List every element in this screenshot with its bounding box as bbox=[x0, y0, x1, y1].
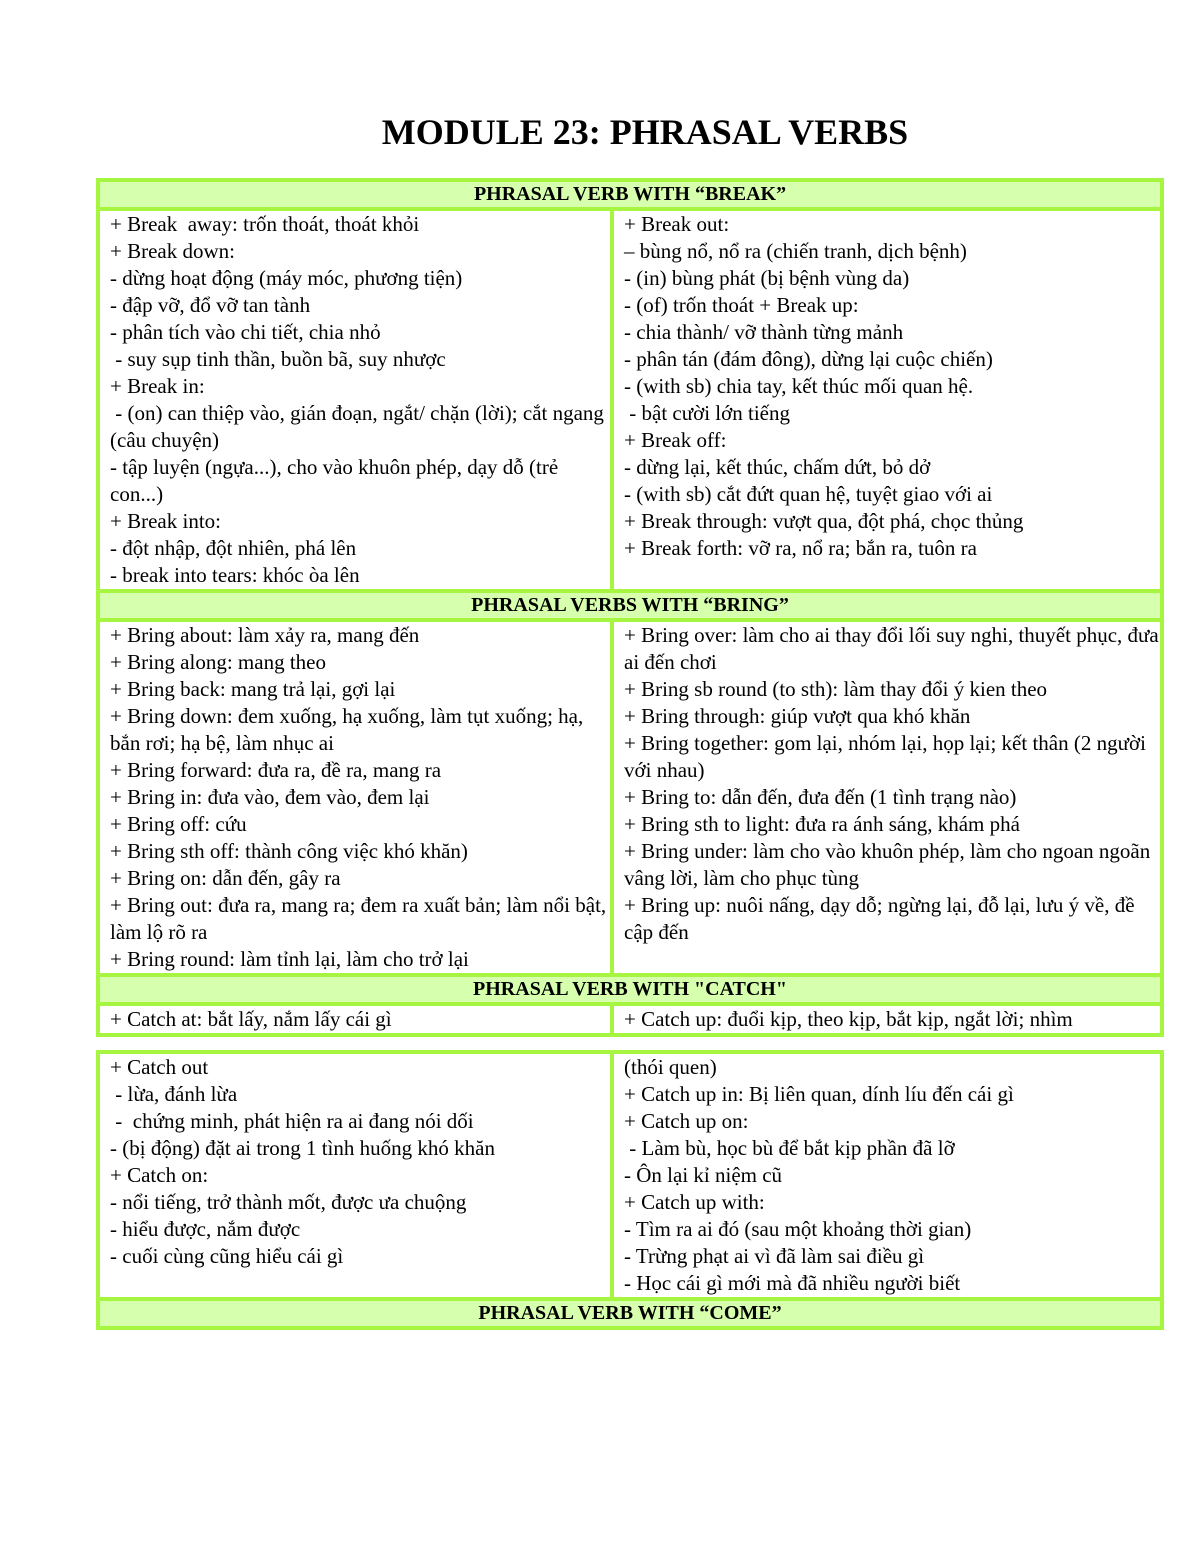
break-right-cell bbox=[612, 209, 1162, 591]
entry-line: - đập vỡ, đổ vỡ tan tành bbox=[110, 293, 311, 317]
entry-line: - dừng hoạt động (máy móc, phương tiện) bbox=[110, 266, 463, 290]
entry-line: + Break into: bbox=[110, 509, 221, 533]
entry-line: + Bring sb round (to sth): làm thay đổi ý kien theo bbox=[624, 677, 1048, 701]
entry-line: + Break down: bbox=[110, 239, 235, 263]
section-header-bring: PHRASAL VERBS WITH “BRING” bbox=[98, 591, 1162, 620]
entry-line: - lừa, đánh lừa bbox=[110, 1082, 238, 1106]
entry-line: - chia thành/ vỡ thành từng mảnh bbox=[624, 320, 904, 344]
entry-line: + Bring in: đưa vào, đem vào, đem lại bbox=[110, 785, 430, 809]
catch-cont-right-cell bbox=[612, 1052, 1162, 1299]
entry-line: - chứng minh, phát hiện ra ai đang nói dối bbox=[110, 1109, 474, 1133]
entry-line: - (in) bùng phát (bị bệnh vùng da) bbox=[624, 266, 910, 290]
entry-line: + Bring round: làm tỉnh lại, làm cho trở lại bbox=[110, 947, 469, 971]
entry-line: - (on) can thiệp vào, gián đoạn, ngắt/ chặn (lời); cắt ngang (câu chuyện) bbox=[110, 401, 610, 452]
entry-line: + Break in: bbox=[110, 374, 205, 398]
entry-line: + Catch up: đuổi kịp, theo kịp, bắt kịp, ngắt lời; nhìm bbox=[624, 1007, 1073, 1031]
section-header-row bbox=[98, 591, 1162, 620]
entry-line: - (with sb) cắt đứt quan hệ, tuyệt giao với ai bbox=[624, 482, 993, 506]
catch-left-cell bbox=[98, 1004, 612, 1035]
entry-line: - (with sb) chia tay, kết thúc mối quan hệ. bbox=[624, 374, 974, 398]
entry-line: - hiểu được, nắm được bbox=[110, 1217, 301, 1241]
catch-cont-left-cell bbox=[98, 1052, 612, 1299]
entry-line: + Bring together: gom lại, nhóm lại, họp lại; kết thân (2 người với nhau) bbox=[624, 731, 1152, 782]
section-body-row bbox=[98, 620, 1162, 975]
entry-line: + Bring sth off: thành công việc khó khăn) bbox=[110, 839, 468, 863]
entry-line: + Break off: bbox=[624, 428, 727, 452]
entry-line: + Break away: trốn thoát, thoát khỏi bbox=[110, 212, 420, 236]
entry-line: + Bring along: mang theo bbox=[110, 650, 326, 674]
entry-line: + Catch on: bbox=[110, 1163, 209, 1187]
entry-line: + Bring out: đưa ra, mang ra; đem ra xuất bản; làm nổi bật, làm lộ rõ ra bbox=[110, 893, 612, 944]
entry-line: - (bị động) đặt ai trong 1 tình huống khó khăn bbox=[110, 1136, 495, 1160]
phrasal-verb-table-2 bbox=[96, 1050, 1164, 1330]
bring-right-cell bbox=[612, 620, 1162, 975]
entry-line: + Break out: bbox=[624, 212, 730, 236]
phrasal-verb-table-1 bbox=[96, 178, 1164, 1037]
entry-line: - nổi tiếng, trở thành mốt, được ưa chuộng bbox=[110, 1190, 467, 1214]
entry-line: + Bring under: làm cho vào khuôn phép, làm cho ngoan ngoãn vâng lời, làm cho phục tùng bbox=[624, 839, 1156, 890]
entry-line: - phân tán (đám đông), dừng lại cuộc chiến) bbox=[624, 347, 993, 371]
entry-line: + Bring back: mang trả lại, gợi lại bbox=[110, 677, 396, 701]
entry-line: - đột nhập, đột nhiên, phá lên bbox=[110, 536, 357, 560]
entry-line: - Trừng phạt ai vì đã làm sai điều gì bbox=[624, 1244, 925, 1268]
section-header-break: PHRASAL VERB WITH “BREAK” bbox=[98, 180, 1162, 209]
page-title: MODULE 23: PHRASAL VERBS bbox=[381, 112, 909, 152]
entry-line: - (of) trốn thoát + Break up: bbox=[624, 293, 859, 317]
section-header-catch: PHRASAL VERB WITH "CATCH" bbox=[98, 975, 1162, 1004]
entry-line: – bùng nổ, nổ ra (chiến tranh, dịch bệnh) bbox=[624, 239, 967, 263]
entry-line: + Bring on: dẫn đến, gây ra bbox=[110, 866, 341, 890]
section-header-row bbox=[98, 1299, 1162, 1328]
entry-line: - suy sụp tinh thần, buồn bã, suy nhược bbox=[110, 347, 446, 371]
entry-line: + Catch up in: Bị liên quan, dính líu đến cái gì bbox=[624, 1082, 1014, 1106]
entry-line: + Bring through: giúp vượt qua khó khăn bbox=[624, 704, 971, 728]
entry-line: + Catch at: bắt lấy, nắm lấy cái gì bbox=[110, 1007, 392, 1031]
section-body-row bbox=[98, 209, 1162, 591]
entry-line: + Bring sth to light: đưa ra ánh sáng, khám phá bbox=[624, 812, 1020, 836]
entry-line: + Bring to: dẫn đến, đưa đến (1 tình trạng nào) bbox=[624, 785, 1017, 809]
entry-line: + Bring about: làm xảy ra, mang đến bbox=[110, 623, 420, 647]
entry-line: - cuối cùng cũng hiểu cái gì bbox=[110, 1244, 344, 1268]
entry-line: - dừng lại, kết thúc, chấm dứt, bỏ dở bbox=[624, 455, 931, 479]
entry-line: - Học cái gì mới mà đã nhiều người biết bbox=[624, 1271, 961, 1295]
entry-line: + Catch out bbox=[110, 1055, 209, 1079]
entry-line: + Bring off: cứu bbox=[110, 812, 247, 836]
entry-line: - break into tears: khóc òa lên bbox=[110, 563, 360, 587]
catch-right-cell bbox=[612, 1004, 1162, 1035]
entry-line: - bật cười lớn tiếng bbox=[624, 401, 790, 425]
entry-line: - tập luyện (ngựa...), cho vào khuôn phép, dạy dỗ (trẻ con...) bbox=[110, 455, 564, 506]
section-header-come: PHRASAL VERB WITH “COME” bbox=[98, 1299, 1162, 1328]
entry-line: + Bring up: nuôi nấng, dạy dỗ; ngừng lại, đỗ lại, lưu ý về, đề cập đến bbox=[624, 893, 1140, 944]
entry-line: - Tìm ra ai đó (sau một khoảng thời gian) bbox=[624, 1217, 972, 1241]
bring-left-cell bbox=[98, 620, 612, 975]
entry-line: (thói quen) bbox=[624, 1055, 717, 1079]
section-header-row bbox=[98, 180, 1162, 209]
entry-line: + Bring down: đem xuống, hạ xuống, làm tụt xuống; hạ, bắn rơi; hạ bệ, làm nhục ai bbox=[110, 704, 589, 755]
entry-line: + Bring over: làm cho ai thay đổi lối suy nghi, thuyết phục, đưa ai đến chơi bbox=[624, 623, 1164, 674]
entry-line: - Làm bù, học bù để bắt kịp phần đã lỡ bbox=[624, 1136, 955, 1160]
entry-line: + Break through: vượt qua, đột phá, chọc thủng bbox=[624, 509, 1024, 533]
section-body-row bbox=[98, 1004, 1162, 1035]
entry-line: + Catch up with: bbox=[624, 1190, 765, 1214]
section-header-row bbox=[98, 975, 1162, 1004]
entry-line: - phân tích vào chi tiết, chia nhỏ bbox=[110, 320, 381, 344]
entry-line: + Catch up on: bbox=[624, 1109, 749, 1133]
section-body-row bbox=[98, 1052, 1162, 1299]
entry-line: + Bring forward: đưa ra, đề ra, mang ra bbox=[110, 758, 442, 782]
entry-line: - Ôn lại kỉ niệm cũ bbox=[624, 1163, 783, 1187]
break-left-cell bbox=[98, 209, 612, 591]
entry-line: + Break forth: vỡ ra, nổ ra; bắn ra, tuôn ra bbox=[624, 536, 977, 560]
